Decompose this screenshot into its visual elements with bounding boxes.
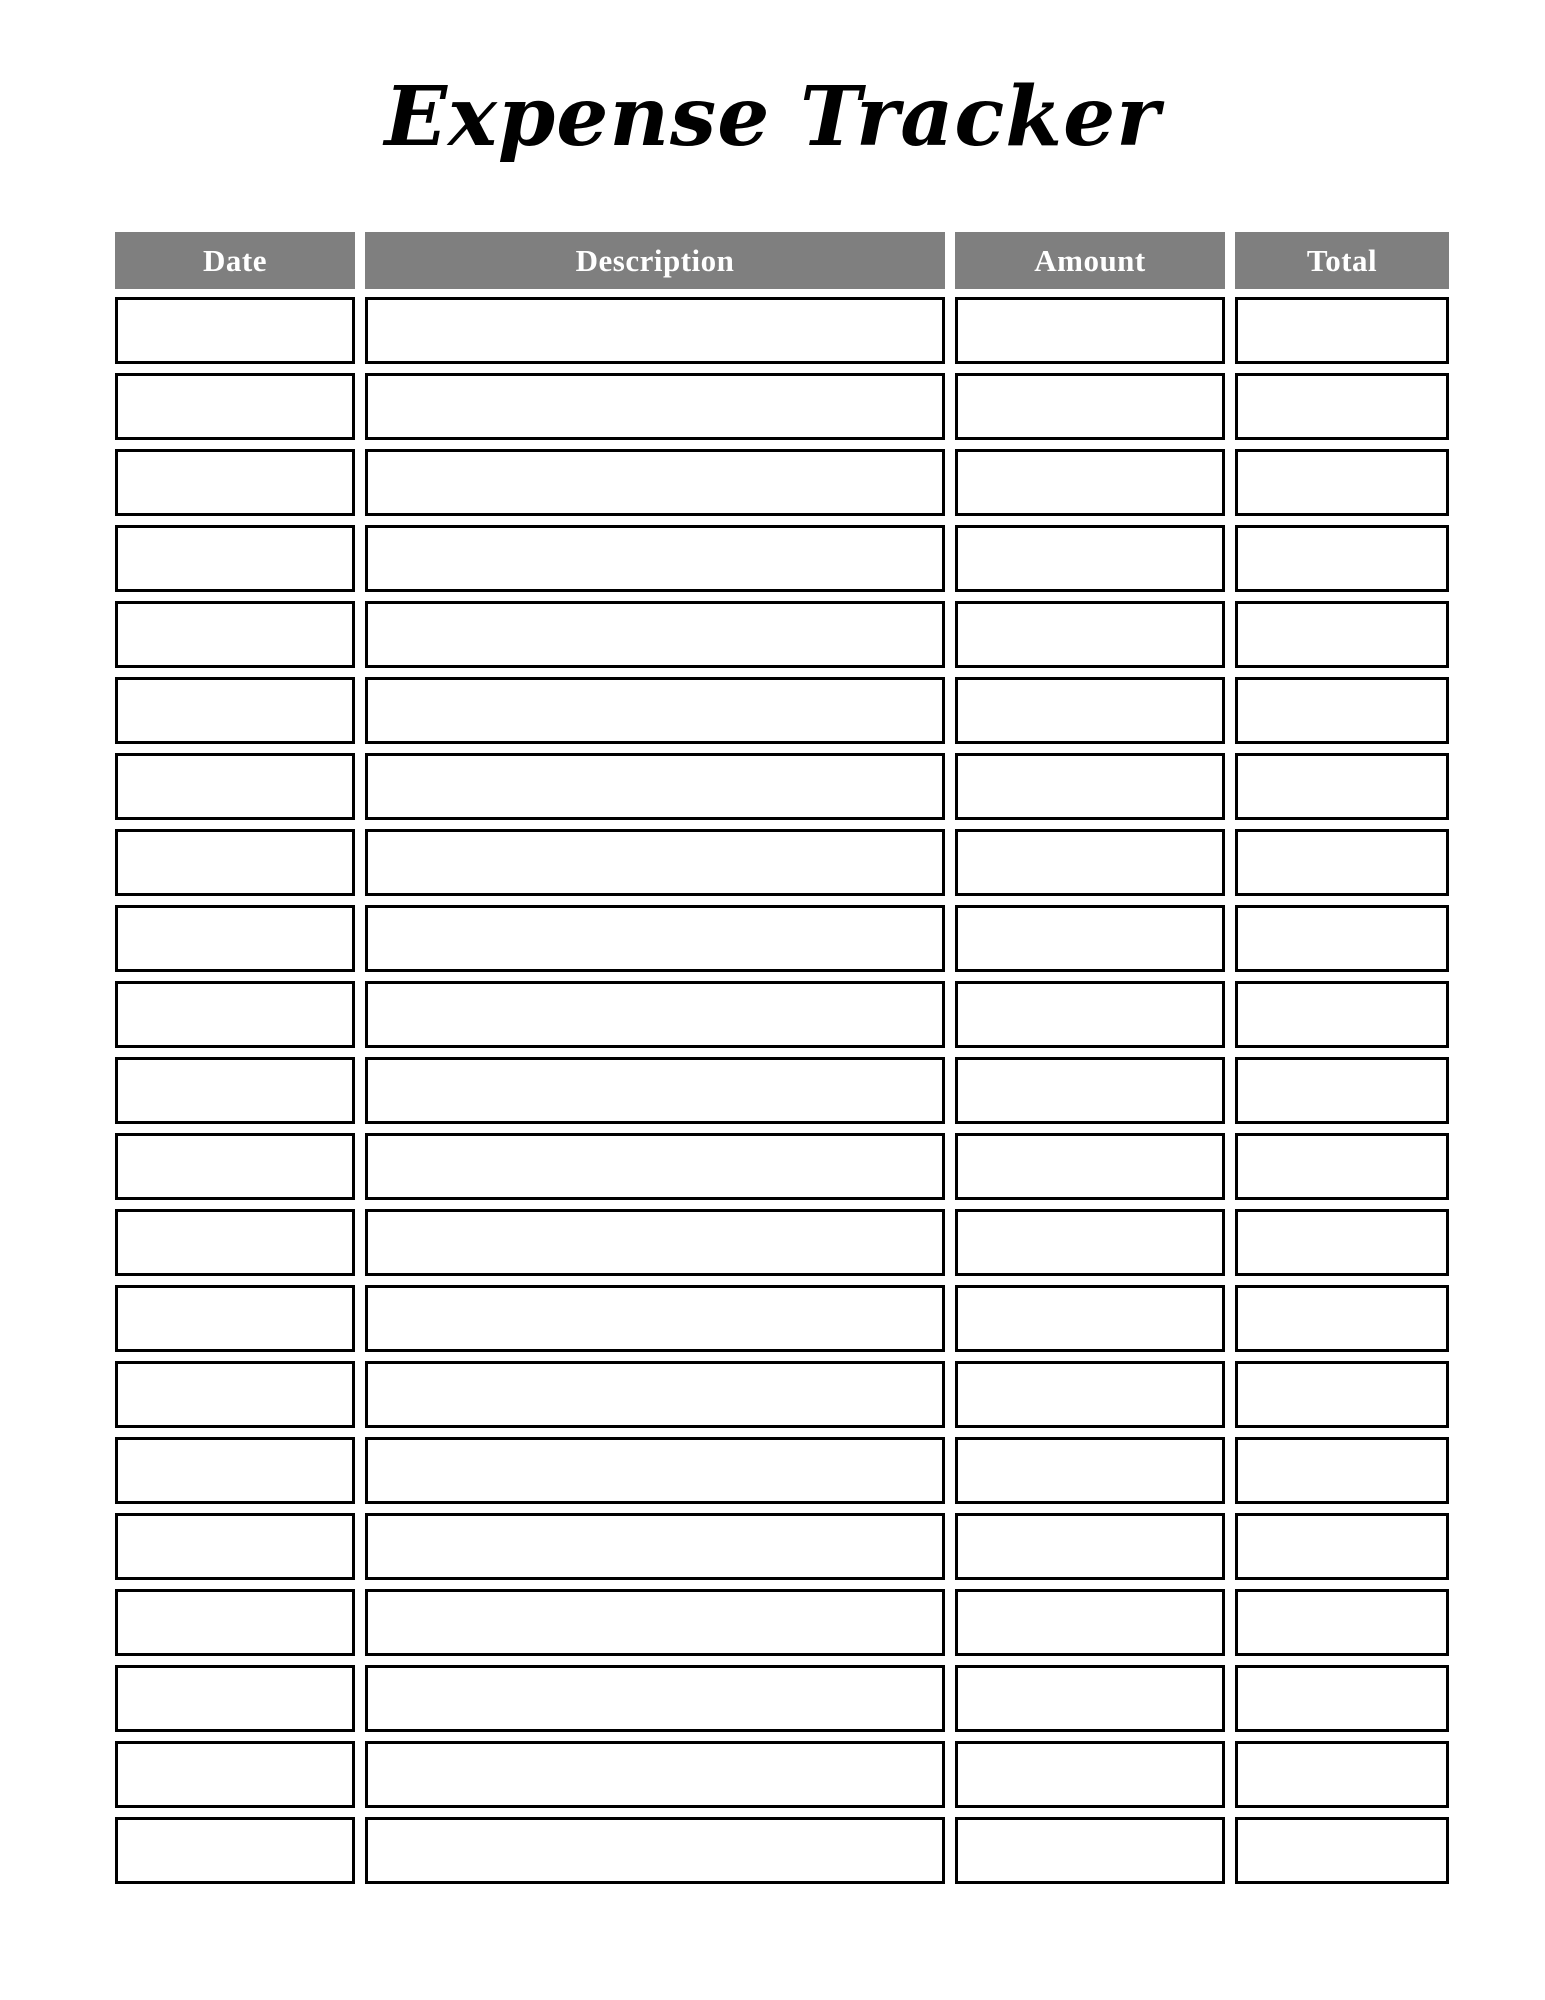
amount-cell (955, 1133, 1225, 1200)
description-cell (365, 1437, 945, 1504)
table-row (115, 525, 1449, 592)
table-row (115, 1361, 1449, 1428)
amount-cell (955, 525, 1225, 592)
total-cell (1235, 1437, 1449, 1504)
date-cell (115, 1513, 355, 1580)
description-cell (365, 981, 945, 1048)
amount-cell (955, 373, 1225, 440)
date-cell (115, 449, 355, 516)
description-cell (365, 1589, 945, 1656)
description-cell (365, 905, 945, 972)
table-row (115, 1437, 1449, 1504)
table-row (115, 373, 1449, 440)
total-cell (1235, 297, 1449, 364)
amount-cell (955, 829, 1225, 896)
date-cell (115, 1741, 355, 1808)
table-row (115, 297, 1449, 364)
total-cell (1235, 753, 1449, 820)
total-cell (1235, 1057, 1449, 1124)
amount-cell (955, 905, 1225, 972)
table-row (115, 1209, 1449, 1276)
date-cell (115, 981, 355, 1048)
table-row (115, 601, 1449, 668)
date-cell (115, 829, 355, 896)
amount-cell (955, 1057, 1225, 1124)
date-cell (115, 297, 355, 364)
description-cell (365, 449, 945, 516)
amount-cell (955, 1817, 1225, 1884)
total-cell (1235, 981, 1449, 1048)
date-cell (115, 1665, 355, 1732)
total-cell (1235, 1741, 1449, 1808)
column-header-date: Date (115, 232, 355, 289)
total-cell (1235, 1361, 1449, 1428)
total-cell (1235, 449, 1449, 516)
total-cell (1235, 601, 1449, 668)
table-row (115, 1133, 1449, 1200)
table-body (115, 297, 1449, 1884)
column-header-amount: Amount (955, 232, 1225, 289)
description-cell (365, 1133, 945, 1200)
total-cell (1235, 1209, 1449, 1276)
description-cell (365, 1361, 945, 1428)
description-cell (365, 829, 945, 896)
date-cell (115, 905, 355, 972)
amount-cell (955, 1589, 1225, 1656)
description-cell (365, 1057, 945, 1124)
description-cell (365, 525, 945, 592)
amount-cell (955, 1209, 1225, 1276)
total-cell (1235, 1817, 1449, 1884)
table-row (115, 829, 1449, 896)
amount-cell (955, 1665, 1225, 1732)
table-row (115, 1285, 1449, 1352)
description-cell (365, 753, 945, 820)
table-row (115, 1741, 1449, 1808)
table-row (115, 753, 1449, 820)
description-cell (365, 1513, 945, 1580)
date-cell (115, 753, 355, 820)
amount-cell (955, 297, 1225, 364)
amount-cell (955, 449, 1225, 516)
page-title: Expense Tracker (384, 69, 1161, 165)
date-cell (115, 1133, 355, 1200)
table-header-row (115, 232, 1449, 289)
total-cell (1235, 525, 1449, 592)
description-cell (365, 1209, 945, 1276)
table-row (115, 1817, 1449, 1884)
amount-cell (955, 753, 1225, 820)
date-cell (115, 601, 355, 668)
description-cell (365, 373, 945, 440)
amount-cell (955, 1437, 1225, 1504)
amount-cell (955, 1513, 1225, 1580)
date-cell (115, 677, 355, 744)
amount-cell (955, 601, 1225, 668)
description-cell (365, 1285, 945, 1352)
description-cell (365, 601, 945, 668)
table-row (115, 1665, 1449, 1732)
date-cell (115, 1361, 355, 1428)
table-row (115, 981, 1449, 1048)
table-row (115, 449, 1449, 516)
date-cell (115, 373, 355, 440)
description-cell (365, 1741, 945, 1808)
total-cell (1235, 1133, 1449, 1200)
date-cell (115, 1285, 355, 1352)
expense-table (115, 232, 1449, 1884)
date-cell (115, 1817, 355, 1884)
total-cell (1235, 677, 1449, 744)
description-cell (365, 1665, 945, 1732)
date-cell (115, 1589, 355, 1656)
amount-cell (955, 1741, 1225, 1808)
description-cell (365, 677, 945, 744)
date-cell (115, 1209, 355, 1276)
total-cell (1235, 829, 1449, 896)
total-cell (1235, 1513, 1449, 1580)
date-cell (115, 1057, 355, 1124)
description-cell (365, 297, 945, 364)
total-cell (1235, 1285, 1449, 1352)
total-cell (1235, 1589, 1449, 1656)
amount-cell (955, 1361, 1225, 1428)
table-row (115, 1057, 1449, 1124)
description-cell (365, 1817, 945, 1884)
table-row (115, 1589, 1449, 1656)
amount-cell (955, 981, 1225, 1048)
column-header-total: Total (1235, 232, 1449, 289)
column-header-description: Description (365, 232, 945, 289)
date-cell (115, 525, 355, 592)
table-row (115, 905, 1449, 972)
total-cell (1235, 1665, 1449, 1732)
table-row (115, 677, 1449, 744)
total-cell (1235, 373, 1449, 440)
amount-cell (955, 677, 1225, 744)
table-row (115, 1513, 1449, 1580)
total-cell (1235, 905, 1449, 972)
amount-cell (955, 1285, 1225, 1352)
date-cell (115, 1437, 355, 1504)
